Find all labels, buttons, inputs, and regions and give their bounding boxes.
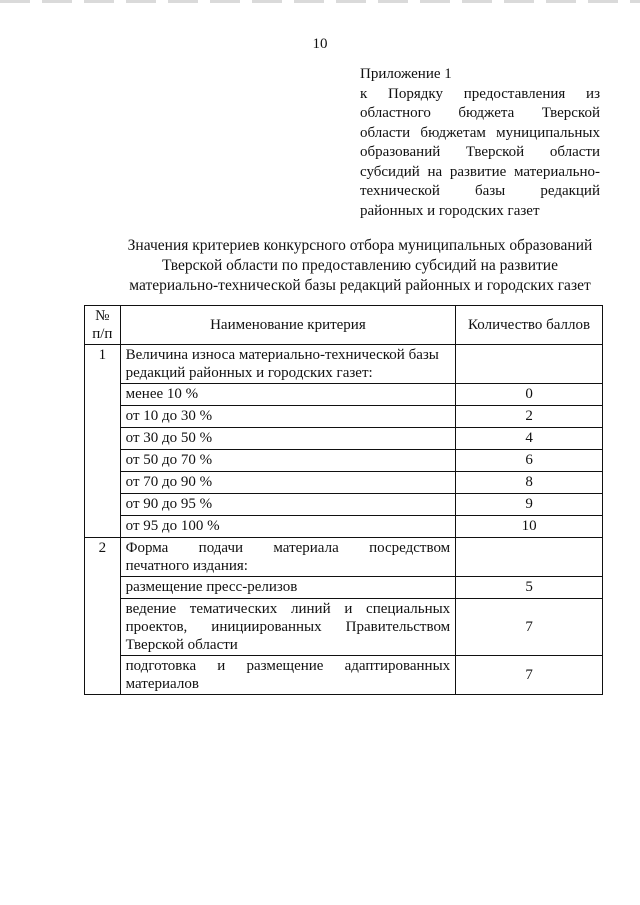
table-row	[85, 577, 603, 599]
option-points: 10	[456, 516, 603, 538]
document-title	[90, 236, 630, 296]
scan-edge-artifact	[0, 0, 640, 3]
header-criterion-name: Наименование критерия	[120, 306, 456, 345]
table-row	[85, 516, 603, 538]
page-number: 10	[312, 36, 328, 52]
option-label: от 30 до 50 %	[120, 428, 456, 450]
criterion-name: Величина износа материально-технической базы редакций районных и городских газет:	[120, 345, 456, 384]
criteria-table	[84, 305, 603, 695]
criterion-number: 2	[85, 538, 121, 695]
option-label: от 10 до 30 %	[120, 406, 456, 428]
option-points: 0	[456, 384, 603, 406]
table-row	[85, 599, 603, 656]
table-row	[85, 428, 603, 450]
option-label: от 70 до 90 %	[120, 472, 456, 494]
points-cell-empty	[456, 345, 603, 384]
title-line: материально-технической базы редакций районных и городских газет	[129, 277, 591, 294]
option-label	[120, 599, 456, 656]
table-row	[85, 472, 603, 494]
option-label	[120, 656, 456, 695]
option-points: 7	[456, 656, 603, 695]
header-number: № п/п	[85, 306, 121, 345]
option-points: 9	[456, 494, 603, 516]
table-row	[85, 494, 603, 516]
appendix-body: к Порядку предоставления из областного бюджета Тверской области бюджетам муниципальных образований Тверской области субсидий на развитие материально-технической базы редакций районных и городских газет	[360, 85, 600, 219]
option-points: 5	[456, 577, 603, 599]
table-row	[85, 406, 603, 428]
table-header-row	[85, 306, 603, 345]
option-label: размещение пресс-релизов	[120, 577, 456, 599]
table-row	[85, 384, 603, 406]
criterion-number: 1	[85, 345, 121, 538]
option-label: от 50 до 70 %	[120, 450, 456, 472]
title-line: Значения критериев конкурсного отбора муниципальных образований	[127, 237, 593, 254]
appendix-title: Приложение 1	[360, 66, 452, 82]
option-label-lead: подготовка и размещение адаптированных	[125, 658, 451, 674]
criterion-name	[120, 538, 456, 577]
points-cell-empty	[456, 538, 603, 577]
criterion-name-lead: Форма подачи материала посредством	[125, 540, 451, 556]
option-label: от 90 до 95 %	[120, 494, 456, 516]
option-points: 2	[456, 406, 603, 428]
option-label-tail: Тверской области	[125, 637, 238, 653]
option-label-lead: ведение тематических линий и специальных проектов, инициированных Правительством	[125, 601, 451, 635]
option-points: 4	[456, 428, 603, 450]
option-label: от 95 до 100 %	[120, 516, 456, 538]
appendix-header	[360, 65, 600, 221]
option-label: менее 10 %	[120, 384, 456, 406]
table-row	[85, 345, 603, 384]
option-points: 8	[456, 472, 603, 494]
option-points: 7	[456, 599, 603, 656]
table-row	[85, 450, 603, 472]
option-label-tail: материалов	[125, 676, 199, 692]
table-row	[85, 656, 603, 695]
title-line: Тверской области по предоставлению субсидий на развитие	[162, 257, 558, 274]
criterion-name-tail: печатного издания:	[125, 558, 248, 574]
table-row	[85, 538, 603, 577]
header-points: Количество баллов	[456, 306, 603, 345]
option-points: 6	[456, 450, 603, 472]
